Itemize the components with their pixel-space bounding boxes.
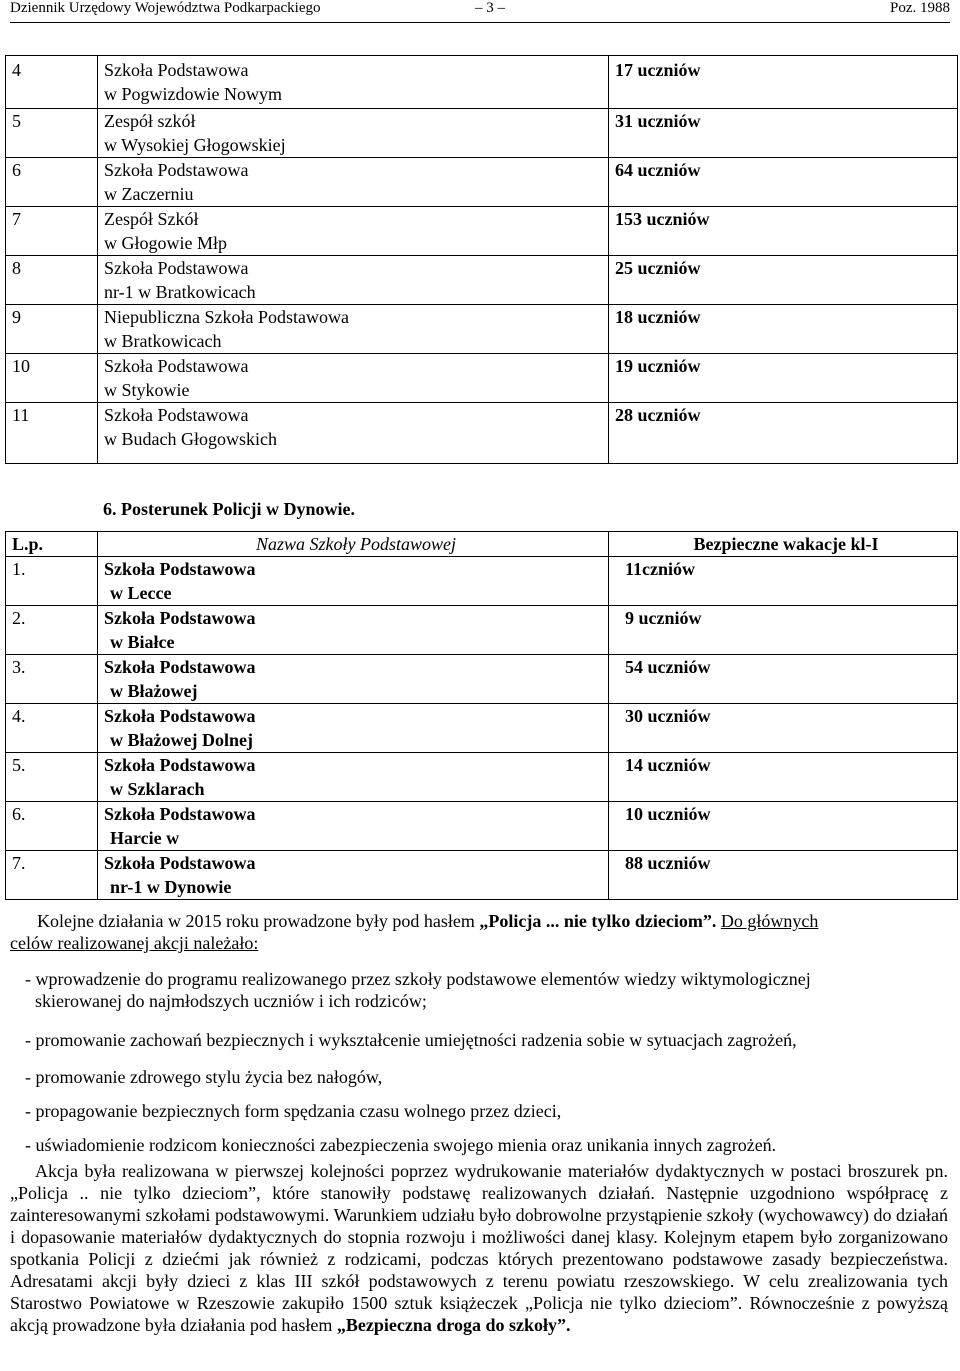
school-name bbox=[98, 753, 609, 802]
row-number: 11 bbox=[6, 403, 98, 464]
student-count: 30 uczniów bbox=[609, 704, 958, 753]
goal-line-2: skierowanej do najmłodszych uczniów i ich rodziców; bbox=[35, 991, 427, 1011]
school-name-line-2: w Stykowie bbox=[104, 380, 190, 400]
school-name-line-1: Zespół Szkół bbox=[104, 209, 199, 229]
row-number: 5. bbox=[6, 753, 98, 802]
goal-line-1: - promowanie zdrowego stylu życia bez nałogów, bbox=[25, 1067, 383, 1087]
row-number: 6 bbox=[6, 158, 98, 207]
school-name-line-1: Szkoła Podstawowa bbox=[104, 160, 249, 180]
school-name-line-1: Szkoła Podstawowa bbox=[104, 657, 256, 677]
student-count: 28 uczniów bbox=[609, 403, 958, 464]
row-number: 2. bbox=[6, 606, 98, 655]
table-row bbox=[6, 56, 958, 109]
table-header-row bbox=[6, 532, 958, 557]
school-name-line-1: Zespół szkół bbox=[104, 111, 196, 131]
table-row bbox=[6, 606, 958, 655]
page-header bbox=[10, 0, 950, 23]
journal-title: Dziennik Urzędowy Województwa Podkarpackiego bbox=[10, 0, 321, 16]
row-number: 4 bbox=[6, 56, 98, 109]
school-name-line-2: nr-1 w Dynowie bbox=[110, 877, 232, 897]
goal-line-1: - uświadomienie rodzicom konieczności zabezpieczenia swojego mienia oraz unikania innych zagrożeń. bbox=[25, 1135, 777, 1155]
goal-line-1: - wprowadzenie do programu realizowanego przez szkoły podstawowe elementów wiedzy wiktymologicznej bbox=[25, 969, 811, 989]
school-name bbox=[98, 655, 609, 704]
goal-line-1: - promowanie zachowań bezpiecznych i wykształcenie umiejętności radzenia sobie w sytuacjach zagrożeń, bbox=[25, 1030, 797, 1050]
school-name-line-1: Szkoła Podstawowa bbox=[104, 405, 249, 425]
school-name-line-1: Szkoła Podstawowa bbox=[104, 706, 256, 726]
header-lp: L.p. bbox=[6, 532, 98, 557]
student-count: 54 uczniów bbox=[609, 655, 958, 704]
intro-text: Kolejne działania w 2015 roku prowadzone były pod hasłem bbox=[37, 911, 480, 931]
school-name-line-1: Szkoła Podstawowa bbox=[104, 258, 249, 278]
intro-paragraph bbox=[37, 910, 948, 932]
school-name bbox=[98, 557, 609, 606]
row-number: 4. bbox=[6, 704, 98, 753]
school-name-line-2: w Błażowej Dolnej bbox=[110, 730, 253, 750]
goal-item bbox=[25, 1100, 948, 1122]
school-name bbox=[98, 207, 609, 256]
student-count: 19 uczniów bbox=[609, 354, 958, 403]
table-row bbox=[6, 354, 958, 403]
student-count: 25 uczniów bbox=[609, 256, 958, 305]
school-name bbox=[98, 305, 609, 354]
intro-underlined-1: Do głównych bbox=[720, 911, 819, 931]
student-count: 9 uczniów bbox=[609, 606, 958, 655]
row-number: 8 bbox=[6, 256, 98, 305]
closing-text: Akcja była realizowana w pierwszej kolejności poprzez wydrukowanie materiałów dydaktycznych w postaci broszurek pn. „Policja .. nie tylko dzieciom”, które stanowiły podstawę realizowanych działań. Następnie uzgodniono współpracę z zainteresowanymi szkołami podstawowymi. Warunkiem udziału było dobrowolne przystąpienie szkoły (wychowawcy) do działań i dopasowanie materiałów dydaktycznych do stopnia rozwoju i możliwości danej klasy. Kolejnym etapem było zorganizowano spotkania Policji z dziećmi jak również z rodzicami, podczas których prezentowano podstawowe zasady bezpieczeństwa. Adresatami akcji były dzieci z klas III szkół podstawowych z terenu powiatu rzeszowskiego. W celu zrealizowania tych Starostwo Powiatowe w Rzeszowie zakupiło 1500 sztuk książeczek „Policja nie tylko dzieciom”. Równocześnie z powyższą akcją prowadzone była działania pod hasłem bbox=[10, 1161, 948, 1335]
school-name bbox=[98, 403, 609, 464]
school-name-line-2: nr-1 w Bratkowicach bbox=[104, 282, 256, 302]
student-count: 88 uczniów bbox=[609, 851, 958, 900]
table-row bbox=[6, 851, 958, 900]
school-name-line-1: Niepubliczna Szkoła Podstawowa bbox=[104, 307, 349, 327]
intro-underlined-2: celów realizowanej akcji należało: bbox=[10, 933, 259, 953]
row-number: 9 bbox=[6, 305, 98, 354]
school-name-line-2: Harcie w bbox=[110, 828, 180, 848]
school-name-line-2: w Szklarach bbox=[110, 779, 205, 799]
student-count: 10 uczniów bbox=[609, 802, 958, 851]
school-name bbox=[98, 256, 609, 305]
school-name-line-1: Szkoła Podstawowa bbox=[104, 853, 256, 873]
closing-paragraph bbox=[10, 1160, 948, 1336]
table-row bbox=[6, 403, 958, 464]
school-name-line-2: w Głogowie Młp bbox=[104, 233, 227, 253]
goal-item bbox=[25, 1134, 948, 1156]
intro-paragraph-2 bbox=[10, 932, 948, 954]
table-row bbox=[6, 158, 958, 207]
table-row bbox=[6, 557, 958, 606]
goal-item bbox=[25, 1066, 948, 1088]
school-name-line-1: Szkoła Podstawowa bbox=[104, 356, 249, 376]
goal-line-1: - propagowanie bezpiecznych form spędzania czasu wolnego przez dzieci, bbox=[25, 1101, 562, 1121]
header-program: Bezpieczne wakacje kl-I bbox=[609, 532, 958, 557]
school-name bbox=[98, 802, 609, 851]
student-count: 11czniów bbox=[609, 557, 958, 606]
row-number: 7. bbox=[6, 851, 98, 900]
intro-slogan: „Policja ... nie tylko dzieciom”. bbox=[479, 911, 717, 931]
school-name-line-2: w Zaczerniu bbox=[104, 184, 194, 204]
student-count: 64 uczniów bbox=[609, 158, 958, 207]
table-row bbox=[6, 802, 958, 851]
table-row bbox=[6, 109, 958, 158]
school-name-line-2: w Budach Głogowskich bbox=[104, 429, 277, 449]
school-name bbox=[98, 354, 609, 403]
school-name-line-1: Szkoła Podstawowa bbox=[104, 608, 256, 628]
position-number: Poz. 1988 bbox=[890, 0, 950, 16]
row-number: 5 bbox=[6, 109, 98, 158]
row-number: 6. bbox=[6, 802, 98, 851]
school-name-line-1: Szkoła Podstawowa bbox=[104, 60, 249, 80]
school-name-line-2: w Wysokiej Głogowskiej bbox=[104, 135, 286, 155]
school-name-line-1: Szkoła Podstawowa bbox=[104, 804, 256, 824]
table-row bbox=[6, 256, 958, 305]
table-row bbox=[6, 704, 958, 753]
school-name-line-1: Szkoła Podstawowa bbox=[104, 755, 256, 775]
school-name bbox=[98, 109, 609, 158]
goal-item bbox=[25, 1029, 948, 1051]
page-number: – 3 – bbox=[475, 0, 505, 16]
school-name-line-2: w Pogwizdowie Nowym bbox=[104, 84, 282, 104]
school-name-line-2: w Białce bbox=[110, 632, 175, 652]
header-school-name: Nazwa Szkoły Podstawowej bbox=[98, 532, 609, 557]
row-number: 7 bbox=[6, 207, 98, 256]
school-name bbox=[98, 56, 609, 109]
student-count: 31 uczniów bbox=[609, 109, 958, 158]
school-name bbox=[98, 158, 609, 207]
row-number: 3. bbox=[6, 655, 98, 704]
section-title: 6. Posterunek Policji w Dynowie. bbox=[103, 499, 355, 519]
goal-item bbox=[25, 968, 948, 1012]
school-name-line-2: w Lecce bbox=[110, 583, 172, 603]
table-row bbox=[6, 655, 958, 704]
row-number: 10 bbox=[6, 354, 98, 403]
school-name-line-1: Szkoła Podstawowa bbox=[104, 559, 256, 579]
student-count: 17 uczniów bbox=[609, 56, 958, 109]
school-name bbox=[98, 851, 609, 900]
closing-bold: „Bezpieczna droga do szkoły”. bbox=[336, 1315, 571, 1335]
row-number: 1. bbox=[6, 557, 98, 606]
table-row bbox=[6, 753, 958, 802]
school-name-line-2: w Bratkowicach bbox=[104, 331, 222, 351]
school-name bbox=[98, 606, 609, 655]
student-count: 14 uczniów bbox=[609, 753, 958, 802]
school-name bbox=[98, 704, 609, 753]
student-count: 153 uczniów bbox=[609, 207, 958, 256]
table-row bbox=[6, 207, 958, 256]
school-name-line-2: w Błażowej bbox=[110, 681, 198, 701]
student-count: 18 uczniów bbox=[609, 305, 958, 354]
schools-table-1 bbox=[5, 55, 958, 464]
table-row bbox=[6, 305, 958, 354]
schools-table-2 bbox=[5, 531, 958, 900]
